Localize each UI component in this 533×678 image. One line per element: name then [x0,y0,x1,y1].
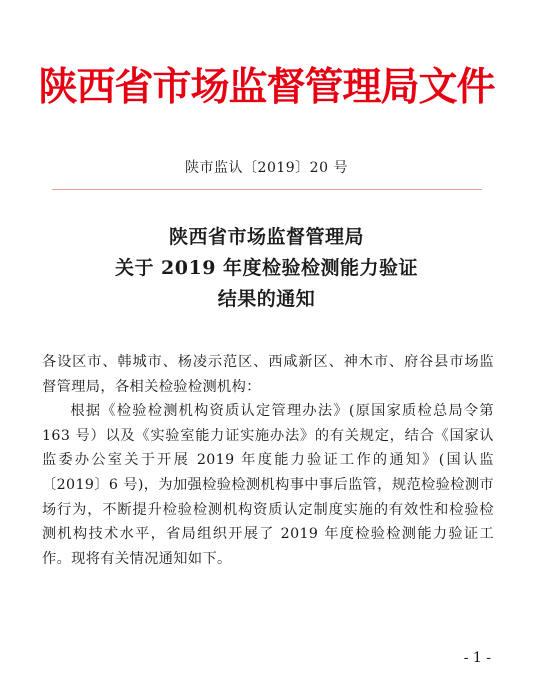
recipients-paragraph: 各设区市、韩城市、杨凌示范区、西咸新区、神木市、府谷县市场监督管理局，各相关检验检测机构： [42,354,494,395]
document-number: 陕市监认〔2019〕20 号 [185,160,348,176]
header-divider [52,189,482,190]
document-body [42,350,494,571]
title-line-1: 陕西省市场监督管理局 [168,226,364,248]
body-paragraph-1: 根据《检验检测机构资质认定管理办法》(原国家质检总局令第 163 号）以及《实验室能力证实施办法》的有关规定，结合《国家认监委办公室关于开展 2019 年度能力验证工作的通知》(国认监〔2019〕6 号)，为加强检验检测机构事中事后监管，规范检验检测市场行为，不断提升检验检测机构资质认定制度实施的有效性和检验检测机构技术水平，省局组织开展了 2019 年度检验检测能力验证工作。现将有关情况通知如下。 [42,403,494,567]
title-line-2: 关于 2019 年度检验检测能力验证 [114,257,419,279]
title-line-3: 结果的通知 [217,288,316,310]
page-number: - 1 - [463,650,491,666]
issuer-header: 陕西省市场监督管理局文件 [38,65,495,110]
document-title [0,222,533,315]
